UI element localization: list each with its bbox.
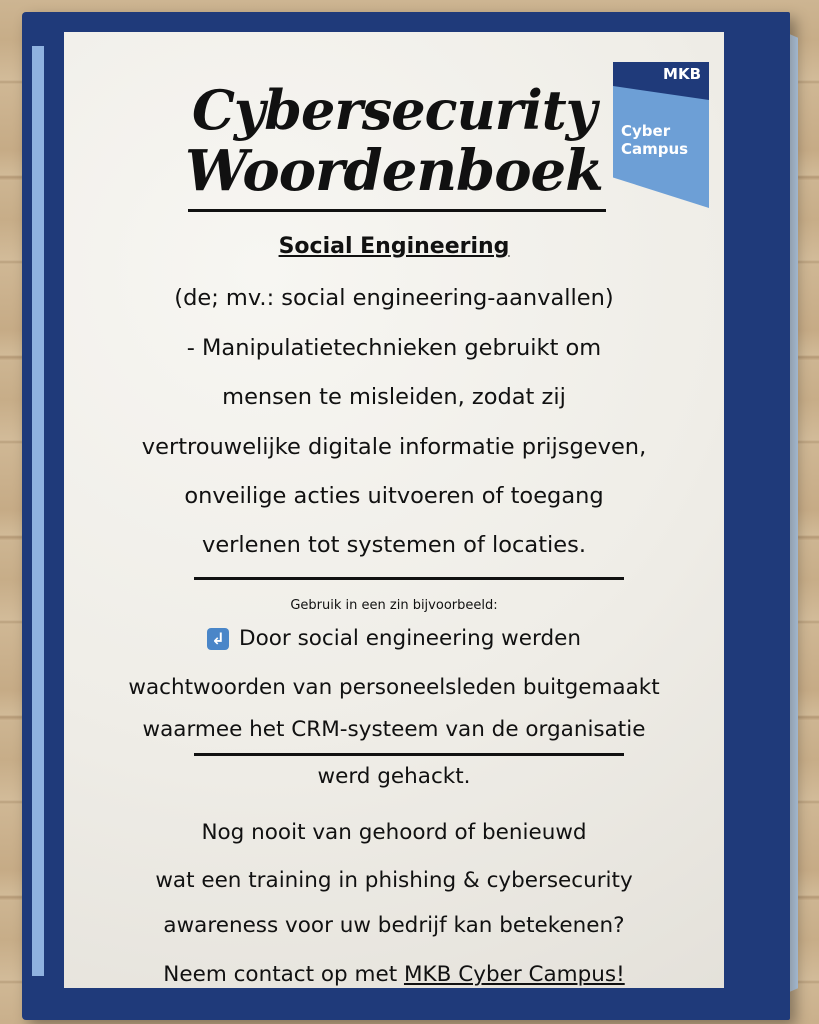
cta-line: awareness voor uw bedrijf kan betekenen? <box>163 913 625 938</box>
return-arrow-icon: ↲ <box>207 628 229 650</box>
cta-line: Nog nooit van gehoord of benieuwd <box>201 820 587 845</box>
title-line-1: Cybersecurity <box>191 78 597 142</box>
contact-line <box>64 962 724 987</box>
example-line-text: Door social engineering werden <box>239 626 581 651</box>
cta-line: wat een training in phishing & cybersecurity <box>155 868 633 893</box>
book-spine-stripe <box>32 46 44 976</box>
logo-line-2: Campus <box>621 140 689 158</box>
definition-line: - Manipulatietechnieken gebruikt om <box>186 335 602 361</box>
example-divider <box>194 753 624 756</box>
example-line: werd gehackt. <box>317 764 471 789</box>
title-line-2: Woordenboek <box>185 138 603 204</box>
definition-line: mensen te misleiden, zodat zij <box>222 384 566 410</box>
definition-divider <box>194 577 624 580</box>
example-line: wachtwoorden van personeelsleden buitgemaakt <box>128 675 660 700</box>
definition-line: verlenen tot systemen of locaties. <box>202 532 586 558</box>
logo-line-1: Cyber <box>621 122 671 140</box>
example-line <box>64 626 724 651</box>
example-line: waarmee het CRM-systeem van de organisatie <box>142 717 646 742</box>
contact-prefix: Neem contact op met <box>163 962 404 987</box>
example-label: Gebruik in een zin bijvoorbeeld: <box>290 598 498 613</box>
logo-text <box>621 122 688 158</box>
definition-line: onveilige acties uitvoeren of toegang <box>184 483 604 509</box>
definition-line: (de; mv.: social engineering-aanvallen) <box>174 285 614 311</box>
term-heading: Social Engineering <box>278 234 510 259</box>
contact-link[interactable]: MKB Cyber Campus! <box>403 962 625 987</box>
mkb-cyber-campus-logo <box>613 62 709 208</box>
logo-top-label: MKB <box>613 62 709 86</box>
title-divider <box>188 209 606 212</box>
definition-line: vertrouwelijke digitale informatie prijsgeven, <box>141 434 647 460</box>
